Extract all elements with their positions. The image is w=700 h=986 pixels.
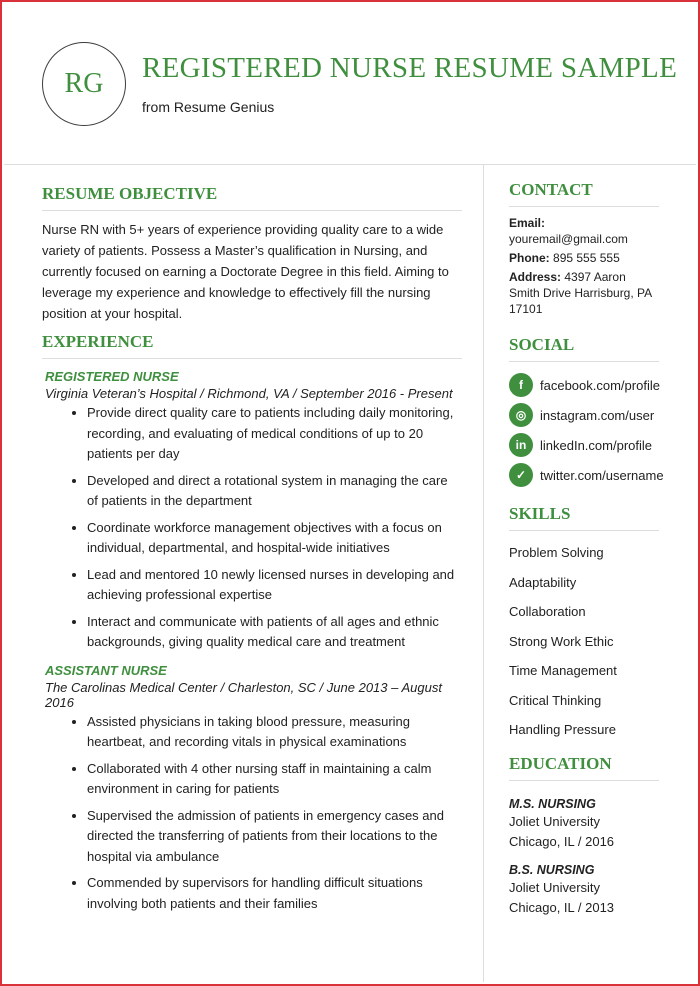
list-item: Time Management	[509, 663, 617, 678]
school-name: Joliet University	[509, 813, 601, 829]
list-item: Collaboration	[509, 604, 586, 619]
social-heading: SOCIAL	[509, 335, 659, 362]
social-link: instagram.com/user	[540, 407, 655, 423]
column-divider	[483, 164, 484, 982]
address-label: Address:	[509, 270, 562, 284]
job-meta: Virginia Veteran’s Hospital / Richmond, VA / September 2016 - Present	[45, 386, 453, 401]
school-place: Chicago, IL / 2013	[509, 899, 615, 915]
social-item-twitter	[509, 462, 664, 488]
skills-section	[509, 504, 659, 750]
contact-section	[509, 180, 659, 317]
job-entry	[42, 369, 462, 653]
job-entry	[42, 663, 462, 915]
list-item: • Developed and direct a rotational system in managing the care of patients in the department	[87, 471, 462, 512]
education-entry	[509, 863, 659, 915]
job-title: ASSISTANT NURSE	[45, 662, 167, 678]
list-item: • Lead and mentored 10 newly licensed nurses in developing and achieving professional expertise	[87, 565, 462, 606]
social-item-facebook	[509, 372, 659, 398]
list-item: • Provide direct quality care to patients including daily monitoring, recording, and evaluating of medical conditions of up to 20 patients per day	[87, 403, 462, 465]
objective-heading: RESUME OBJECTIVE	[42, 184, 462, 211]
list-item: • Coordinate workforce management objectives with a focus on individual, departmental, and hospital-wide initiatives	[87, 518, 462, 559]
contact-heading: CONTACT	[509, 180, 659, 207]
job-bullets	[42, 403, 462, 653]
contact-address	[509, 269, 659, 317]
email-value: youremail@gmail.com	[509, 232, 628, 246]
list-item: • Collaborated with 4 other nursing staff in maintaining a calm environment in caring for patients	[87, 759, 462, 800]
contact-phone	[509, 250, 659, 266]
experience-heading: EXPERIENCE	[42, 332, 462, 359]
social-link: linkedIn.com/profile	[540, 437, 652, 453]
list-item: • Supervised the admission of patients in emergency cases and directed the transferring of patients from their locations to the hospital via ambulance	[87, 806, 462, 868]
education-entry	[509, 797, 659, 849]
education-section	[509, 754, 659, 915]
school-place: Chicago, IL / 2016	[509, 833, 615, 849]
job-title: REGISTERED NURSE	[45, 369, 179, 384]
job-meta: The Carolinas Medical Center / Charleston, SC / June 2013 – August 2016	[45, 679, 442, 710]
sidebar	[509, 164, 664, 920]
list-item: • Assisted physicians in taking blood pressure, measuring heartbeat, and recording vitals in physical examinations	[87, 712, 462, 753]
instagram-icon: ◎	[509, 403, 533, 427]
objective-text: Nurse RN with 5+ years of experience providing quality care to a wide variety of patients. Possess a Master’s qualification in Nursing, and currently focused on earning a Doctorate Degree in this field. Aiming to leverage my experience and knowledge to effectively fill the nursing position at your hospital.	[42, 222, 449, 321]
experience-section	[42, 332, 462, 914]
phone-value: 895 555 555	[553, 251, 620, 265]
social-link: twitter.com/username	[540, 467, 664, 483]
main-column	[42, 164, 462, 920]
social-item-linkedin	[509, 432, 659, 458]
resume-title: REGISTERED NURSE RESUME SAMPLE	[142, 52, 678, 84]
list-item: • Interact and communicate with patients of all ages and ethnic backgrounds, giving quality medical care and treatment	[87, 612, 462, 653]
education-heading: EDUCATION	[509, 754, 659, 781]
objective-section	[42, 184, 462, 324]
list-item: Adaptability	[509, 574, 577, 590]
list-item: Handling Pressure	[509, 722, 616, 737]
job-bullets	[42, 712, 462, 915]
linkedin-icon: in	[509, 433, 533, 457]
list-item: Strong Work Ethic	[509, 633, 614, 649]
social-link: facebook.com/profile	[540, 377, 660, 393]
skills-heading: SKILLS	[509, 504, 659, 531]
degree-title: M.S. NURSING	[509, 796, 596, 811]
degree-title: B.S. NURSING	[509, 862, 595, 877]
list-item: Problem Solving	[509, 545, 604, 560]
resume-header	[4, 4, 696, 165]
social-list	[509, 372, 664, 488]
social-item-instagram	[509, 402, 659, 428]
resume-page	[4, 4, 696, 982]
skills-list	[509, 543, 659, 750]
twitter-icon: ✓	[509, 463, 533, 487]
contact-email	[509, 215, 659, 247]
school-name: Joliet University	[509, 879, 601, 895]
initials-logo: RG	[42, 42, 126, 126]
facebook-icon: f	[509, 373, 533, 397]
social-section	[509, 335, 664, 488]
list-item: Critical Thinking	[509, 692, 602, 708]
phone-label: Phone:	[509, 251, 550, 265]
address-value: 4397 Aaron Smith Drive Harrisburg, PA 17101	[509, 270, 652, 316]
resume-subtitle: from Resume Genius	[142, 99, 275, 115]
email-label: Email:	[509, 216, 546, 230]
list-item: • Commended by supervisors for handling difficult situations involving both patients and their families	[87, 873, 462, 914]
